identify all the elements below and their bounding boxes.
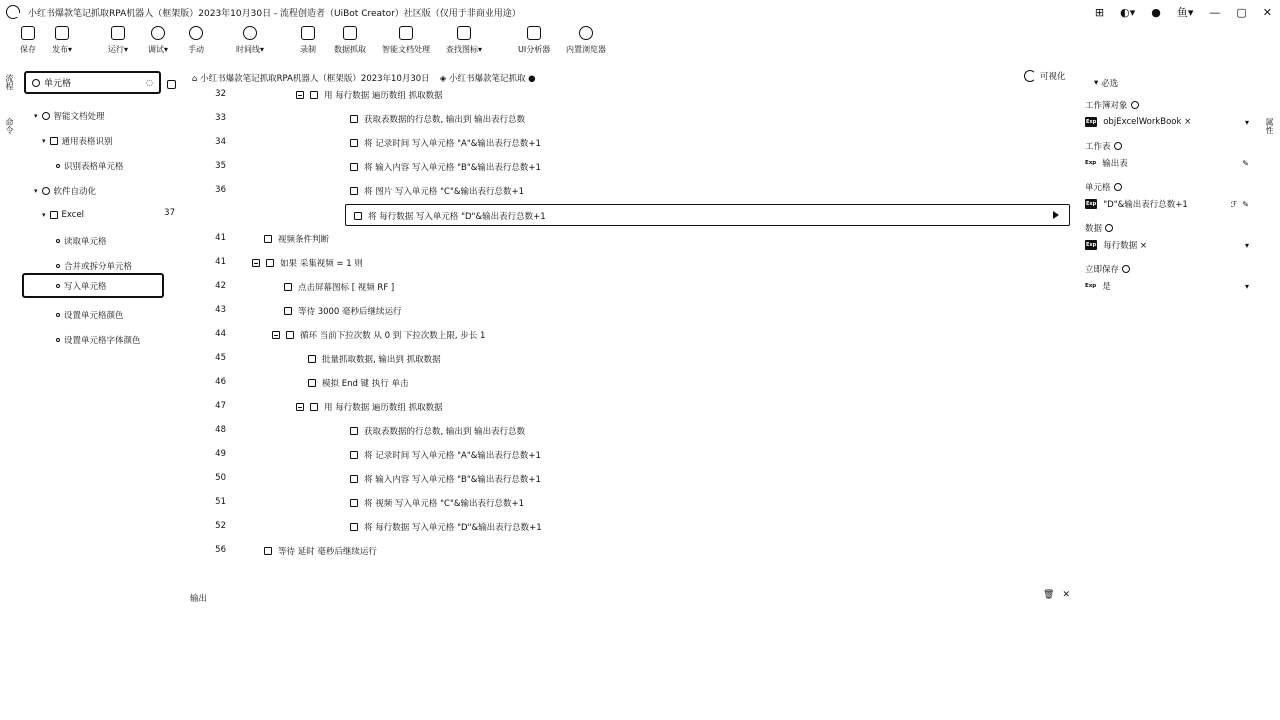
code-line-text: 将 记录时间 写入单元格 "A"&输出表行总数+1 (364, 451, 541, 461)
code-line-text: 等待 3000 毫秒后继续运行 (298, 307, 402, 317)
property-value-text: 每行数据 × (1103, 241, 1148, 251)
save-icon (21, 26, 35, 40)
toolbar-label: 时间线▾ (236, 45, 265, 54)
group-icon (42, 112, 50, 120)
help-icon[interactable] (1105, 224, 1113, 232)
collapse-icon[interactable] (296, 91, 304, 99)
code-line[interactable] (190, 446, 1070, 464)
code-line-content (350, 425, 525, 437)
code-line-content (350, 449, 541, 461)
visualize-label: 可视化 (1040, 72, 1066, 82)
property-label-text: 立即保存 (1085, 265, 1120, 275)
toolbar-label: 查找图标▾ (446, 45, 483, 54)
line-number: 49 (215, 449, 226, 459)
window-control-4[interactable]: — (1209, 5, 1221, 19)
category-icon (50, 137, 58, 145)
line-number: 34 (215, 137, 226, 147)
property-label (1085, 181, 1122, 193)
manual-icon (189, 26, 203, 40)
code-line[interactable] (190, 542, 1070, 560)
code-line-content (264, 233, 329, 245)
publish-icon (55, 26, 69, 40)
command-icon (56, 284, 60, 288)
tree-item-label: 识别表格单元格 (64, 162, 124, 172)
code-line-text: 获取表数据的行总数, 输出到 输出表行总数 (364, 115, 526, 125)
tree-item-label: 合并或拆分单元格 (64, 262, 133, 272)
command-icon (56, 239, 60, 243)
tree-item[interactable] (42, 135, 113, 147)
command-block-icon (350, 187, 358, 195)
code-line-content (350, 473, 541, 485)
toolbar-label: UI分析器 (518, 45, 551, 54)
tree-item[interactable] (56, 235, 107, 247)
tree-item[interactable] (22, 273, 164, 298)
record-icon (301, 26, 315, 40)
tree-item[interactable] (56, 334, 141, 346)
help-icon[interactable] (1122, 265, 1130, 273)
tree-item[interactable] (34, 185, 96, 197)
code-line[interactable] (190, 110, 1070, 128)
property-value-field[interactable] (1085, 155, 1253, 171)
chevron-down-icon[interactable]: ▾ (1244, 240, 1249, 250)
code-line-content (350, 161, 541, 173)
property-value-text: 输出表 (1102, 159, 1128, 169)
command-block-icon (310, 91, 318, 99)
tree-item-label: 读取单元格 (64, 237, 107, 247)
code-line-content (350, 521, 542, 533)
code-line[interactable] (190, 326, 1070, 344)
property-value-field[interactable] (1085, 237, 1253, 253)
group-icon (42, 187, 50, 195)
breadcrumb-project-label: 小红书爆款笔记抓取RPA机器人（框架版）2023年10月30日 (200, 74, 430, 84)
code-line-text: 将 记录时间 写入单元格 "A"&输出表行总数+1 (364, 139, 541, 149)
chevron-down-icon[interactable]: ▾ (1244, 281, 1249, 291)
code-line[interactable] (190, 494, 1070, 512)
code-line-text: 点击屏幕图标 [ 视频 RF ] (298, 283, 395, 293)
code-line-content (296, 89, 443, 101)
code-line-content (354, 210, 546, 222)
property-value-text: "D"&输出表行总数+1 (1103, 200, 1188, 210)
command-icon (56, 338, 60, 342)
window-control-5[interactable]: ▢ (1236, 5, 1247, 19)
collapse-icon[interactable] (272, 331, 280, 339)
property-label-text: 数据 (1085, 224, 1103, 234)
line-number: 33 (215, 113, 226, 123)
line-number: 35 (215, 161, 226, 171)
code-line-text: 用 每行数据 遍历数组 抓取数据 (324, 91, 443, 101)
command-search[interactable] (24, 71, 161, 94)
tree-item-label: 软件自动化 (53, 187, 97, 197)
command-block-icon (350, 115, 358, 123)
toolbar-save-button[interactable] (20, 26, 36, 55)
left-rail-tab-flow[interactable]: 流程 (5, 74, 14, 90)
code-line[interactable] (190, 182, 1070, 200)
chevron-down-icon[interactable]: ▾ (1244, 117, 1249, 127)
line-number: 50 (215, 473, 226, 483)
tree-item[interactable] (56, 160, 124, 172)
code-line[interactable] (190, 470, 1070, 488)
breadcrumb-flow-label: 小红书爆款笔记抓取 (448, 74, 526, 84)
close-icon[interactable]: ✕ (1062, 590, 1070, 600)
window-control-3[interactable]: 鱼▾ (1176, 6, 1194, 19)
code-line[interactable] (190, 158, 1070, 176)
command-block-icon (354, 212, 362, 220)
command-block-icon (308, 379, 316, 387)
line-number: 48 (215, 425, 226, 435)
code-line-text: 将 每行数据 写入单元格 "D"&输出表行总数+1 (364, 523, 542, 533)
expression-mode-icon[interactable]: Exp (1086, 119, 1097, 125)
idp-icon (399, 26, 413, 40)
toolbar-label: 发布▾ (52, 45, 73, 54)
edit-icon[interactable]: ✎ (1242, 199, 1249, 209)
command-block-icon (266, 259, 274, 267)
command-icon (56, 164, 60, 168)
breadcrumb-flow[interactable]: ◈ 小红书爆款笔记抓取 ● (439, 74, 536, 84)
code-line-text: 获取表数据的行总数, 输出到 输出表行总数 (364, 427, 526, 437)
line-number: 43 (215, 305, 226, 315)
property-value-field[interactable] (1085, 196, 1253, 212)
property-label-text: 工作簿对象 (1085, 101, 1128, 111)
code-line-text: 将 每行数据 写入单元格 "D"&输出表行总数+1 (368, 212, 546, 222)
command-block-icon (350, 523, 358, 531)
line-number: 41 (215, 257, 226, 267)
tree-item-label: 设置单元格字体颜色 (64, 336, 141, 346)
code-line-content (252, 257, 363, 269)
code-line-content (264, 545, 377, 557)
toolbar-idp-button[interactable] (382, 26, 430, 55)
line-number: 46 (215, 377, 226, 387)
window-control-1[interactable]: ◐▾ (1120, 5, 1136, 19)
code-line[interactable] (190, 254, 1070, 272)
window-control-6[interactable]: ✕ (1262, 5, 1272, 19)
code-line-text: 视频条件判断 (278, 235, 330, 245)
expression-mode-icon[interactable]: Exp (1085, 283, 1097, 289)
filter-icon[interactable] (167, 80, 176, 89)
window-control-2[interactable]: ● (1151, 5, 1161, 19)
code-line-content (284, 305, 402, 317)
code-line-text: 模拟 End 键 执行 单击 (322, 379, 409, 389)
search-input[interactable] (44, 78, 140, 88)
property-label (1085, 99, 1139, 111)
search-icon (32, 79, 40, 87)
tree-item-label: 设置单元格颜色 (64, 311, 124, 321)
line-number: 52 (215, 521, 226, 531)
toolbar-label: 运行▾ (108, 45, 129, 54)
code-line-text: 用 每行数据 遍历数组 抓取数据 (324, 403, 443, 413)
toolbar-label: 录制 (300, 45, 316, 54)
code-line-text: 如果 采集视频 = 1 则 (280, 259, 363, 269)
timeline-icon (243, 26, 257, 40)
tree-item[interactable] (34, 110, 105, 122)
required-section-label: 必选 (1101, 79, 1119, 89)
toolbar-label: 内置浏览器 (566, 45, 606, 54)
data-scrape-icon (343, 26, 357, 40)
code-line-content (272, 329, 485, 341)
edit-icon[interactable]: ✎ (1242, 158, 1249, 168)
code-line-text: 批量抓取数据, 输出到 抓取数据 (322, 355, 441, 365)
line-number: 47 (215, 401, 226, 411)
output-panel-title: 输出 (190, 594, 208, 604)
visualize-icon (1024, 70, 1036, 82)
code-line-text: 等待 延时 毫秒后继续运行 (278, 547, 377, 557)
line-number: 45 (215, 353, 226, 363)
command-block-icon (264, 547, 272, 555)
code-line[interactable] (190, 350, 1070, 368)
help-icon[interactable] (1131, 101, 1139, 109)
command-block-icon (350, 139, 358, 147)
tree-item[interactable] (56, 309, 124, 321)
line-number: 56 (215, 545, 226, 555)
help-icon[interactable] (1114, 142, 1122, 150)
collapse-icon[interactable] (296, 403, 304, 411)
code-line-content (350, 137, 541, 149)
chevron-down-icon[interactable]: ▾ (34, 187, 38, 195)
code-line[interactable] (190, 398, 1070, 416)
code-line[interactable] (190, 278, 1070, 296)
property-value-text: objExcelWorkBook × (1103, 117, 1192, 127)
command-block-icon (350, 163, 358, 171)
toolbar-data-scrape-button[interactable] (334, 26, 366, 55)
tree-item[interactable] (42, 210, 84, 220)
chevron-down-icon: ▾ (1094, 78, 1099, 88)
command-icon (56, 264, 60, 268)
tree-item-label: Excel (61, 210, 85, 220)
required-section-header[interactable] (1094, 77, 1118, 89)
tree-item[interactable] (56, 260, 132, 272)
code-line[interactable] (190, 134, 1070, 152)
command-icon (56, 313, 60, 317)
command-block-icon (308, 355, 316, 363)
command-block-icon (284, 283, 292, 291)
property-label (1085, 263, 1130, 275)
command-block-icon (284, 307, 292, 315)
window-controls (1095, 0, 1272, 24)
visualize-toggle[interactable] (1024, 70, 1066, 82)
collapse-icon[interactable] (252, 259, 260, 267)
chevron-down-icon[interactable]: ▾ (42, 137, 46, 145)
command-block-icon (350, 427, 358, 435)
property-label (1085, 140, 1122, 152)
code-line-text: 将 输入内容 写入单元格 "B"&输出表行总数+1 (364, 163, 541, 173)
command-block-icon (350, 499, 358, 507)
code-line-text: 循环 当前下拉次数 从 0 到 下拉次数上限, 步长 1 (300, 331, 486, 341)
tree-item-label: 通用表格识别 (61, 137, 113, 147)
toolbar-browser-button[interactable] (566, 26, 606, 55)
app-logo-icon (6, 5, 20, 19)
code-line-selected[interactable] (164, 204, 1070, 226)
browser-icon (579, 26, 593, 40)
find-image-icon (457, 26, 471, 40)
toolbar-manual-button[interactable] (188, 26, 204, 55)
main-toolbar (0, 26, 1280, 64)
line-number: 42 (215, 281, 226, 291)
line-number: 41 (215, 233, 226, 243)
expression-mode-icon[interactable]: Exp (1086, 201, 1097, 207)
command-block-icon (264, 235, 272, 243)
toolbar-run-button[interactable] (108, 26, 128, 55)
clear-search-icon[interactable]: ◌ (146, 78, 153, 87)
toolbar-publish-button[interactable] (52, 26, 72, 55)
property-value-field[interactable] (1085, 278, 1253, 294)
window-title: 小红书爆款笔记抓取RPA机器人（框架版）2023年10月30日 - 流程创造者（UiBot Creator）社区版（仅用于非商业用途） (28, 8, 521, 19)
function-icon[interactable]: ℱ (1230, 199, 1237, 209)
toolbar-label: 智能文档处理 (382, 45, 430, 54)
left-rail (0, 66, 20, 716)
code-line[interactable] (190, 422, 1070, 440)
property-value-text: 是 (1102, 282, 1111, 292)
command-block-icon (350, 451, 358, 459)
toolbar-debug-button[interactable] (148, 26, 168, 55)
code-line[interactable] (190, 518, 1070, 536)
toolbar-label: 手动 (188, 45, 204, 54)
run-line-icon[interactable] (1053, 211, 1059, 219)
toolbar-label: 数据抓取 (334, 45, 366, 54)
output-panel-actions (1043, 590, 1070, 600)
code-line-text: 将 输入内容 写入单元格 "B"&输出表行总数+1 (364, 475, 541, 485)
help-icon[interactable] (1114, 183, 1122, 191)
line-number: 44 (215, 329, 226, 339)
toolbar-label: 调试▾ (148, 45, 169, 54)
tree-item-label: 写入单元格 (64, 281, 107, 292)
code-line-content (350, 113, 525, 125)
expression-mode-icon[interactable]: Exp (1086, 242, 1097, 248)
code-line-content (308, 353, 441, 365)
debug-icon (151, 26, 165, 40)
breadcrumb (192, 72, 536, 84)
property-label-text: 单元格 (1085, 183, 1111, 193)
chevron-down-icon[interactable]: ▾ (42, 211, 46, 219)
title-bar (0, 0, 1280, 24)
toolbar-ui-analyzer-button[interactable] (518, 26, 550, 55)
line-number: 36 (215, 185, 226, 195)
code-line-content (350, 497, 524, 509)
toolbar-label: 保存 (20, 45, 36, 54)
code-line-text: 将 视频 写入单元格 "C"&输出表行总数+1 (364, 499, 525, 509)
code-line-content (284, 281, 394, 293)
line-number: 37 (164, 208, 175, 218)
code-line-text: 将 图片 写入单元格 "C"&输出表行总数+1 (364, 187, 525, 197)
left-rail-tab-commands[interactable]: 命令 (5, 118, 14, 134)
command-block-icon (286, 331, 294, 339)
code-line-content (308, 377, 408, 389)
window-control-0[interactable]: ⊞ (1094, 5, 1105, 19)
chevron-down-icon[interactable]: ▾ (34, 112, 38, 120)
run-icon (111, 26, 125, 40)
command-block-icon (310, 403, 318, 411)
property-label (1085, 222, 1113, 234)
code-line-content (296, 401, 443, 413)
code-line-content (350, 185, 524, 197)
expression-mode-icon[interactable]: Exp (1085, 160, 1097, 166)
toolbar-record-button[interactable] (300, 26, 316, 55)
line-number: 51 (215, 497, 226, 507)
property-value-field[interactable] (1085, 114, 1253, 130)
code-line[interactable] (190, 86, 1070, 104)
right-rail-tab-properties[interactable]: 属性 (1265, 118, 1274, 134)
property-label-text: 工作表 (1085, 142, 1111, 152)
code-line[interactable] (190, 302, 1070, 320)
command-block-icon (350, 475, 358, 483)
delete-icon[interactable]: 🗑 (1043, 590, 1055, 600)
line-number: 32 (215, 89, 226, 99)
toolbar-timeline-button[interactable] (236, 26, 264, 55)
category-icon (50, 211, 58, 219)
toolbar-find-image-button[interactable] (446, 26, 482, 55)
code-line[interactable] (190, 230, 1070, 248)
tree-item-label: 智能文档处理 (53, 112, 105, 122)
ui-analyzer-icon (527, 26, 541, 40)
code-line[interactable] (190, 374, 1070, 392)
breadcrumb-project[interactable]: ⌂ 小红书爆款笔记抓取RPA机器人（框架版）2023年10月30日 (192, 74, 430, 84)
